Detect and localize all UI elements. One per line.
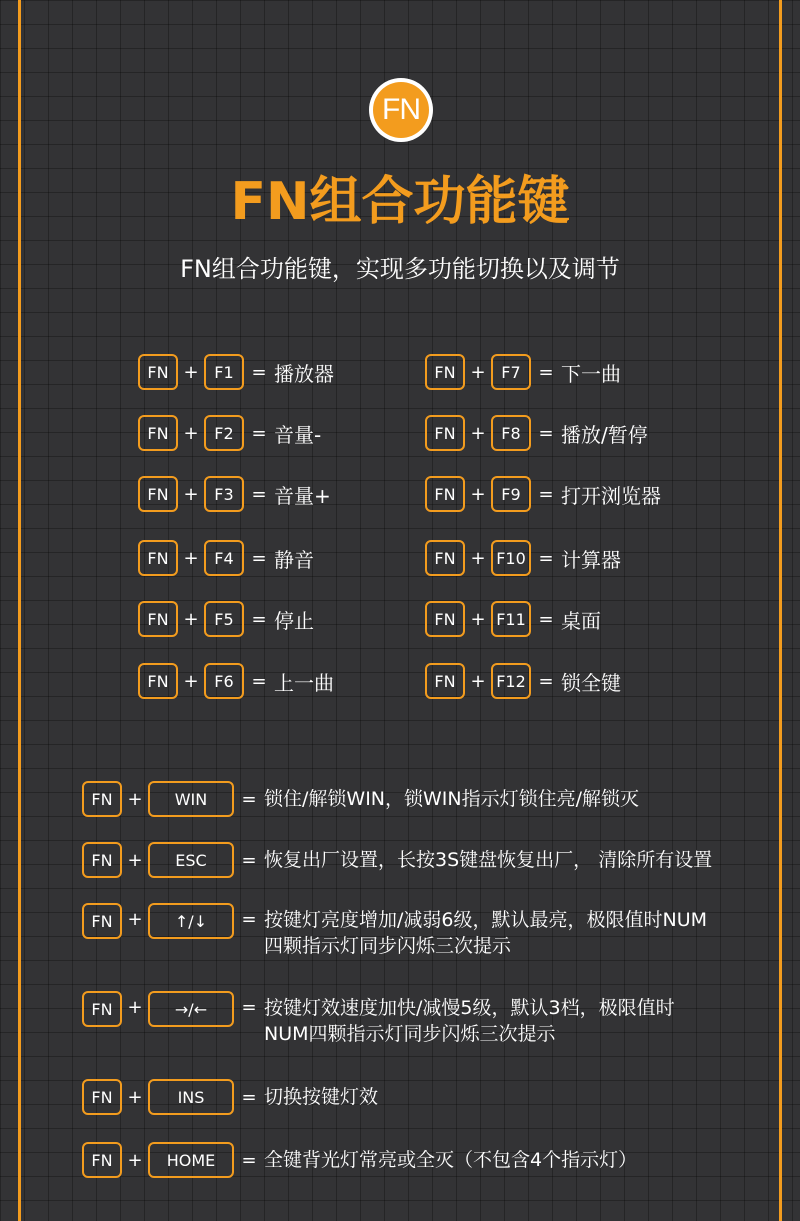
function-key: F9 [491,476,531,512]
shortcut-label: 播放器 [274,361,334,386]
fn-key: FN [82,1142,122,1178]
equals-sign: = [251,361,267,383]
fn-key: FN [138,663,178,699]
equals-sign: = [538,422,554,444]
combo-key: →/← [148,991,234,1027]
equals-sign: = [241,909,257,930]
equals-sign: = [241,1149,257,1171]
shortcut-row [425,601,601,637]
plus-sign: + [127,1149,143,1171]
shortcut-row [138,601,314,637]
shortcut-row [425,476,661,512]
shortcut-label: 打开浏览器 [561,483,661,508]
shortcut-row [138,540,314,576]
fn-key: FN [425,354,465,390]
logo-text: FN [382,93,420,126]
shortcut-row [138,354,334,390]
equals-sign: = [241,1086,257,1108]
fn-key: FN [138,601,178,637]
function-key: F10 [491,540,531,576]
plus-sign: + [470,483,486,505]
fn-key: FN [82,781,122,817]
fn-key: FN [425,476,465,512]
description-line: 四颗指示灯同步闪烁三次提示 [264,935,512,957]
fn-key: FN [82,903,122,939]
shortcut-row [425,663,621,699]
function-key: F1 [204,354,244,390]
combo-key: HOME [148,1142,234,1178]
shortcut-label: 上一曲 [274,670,334,695]
plus-sign: + [470,422,486,444]
shortcut-description: 锁住/解锁WIN，锁WIN指示灯锁住亮/解锁灭 [264,788,640,810]
shortcut-label: 锁全键 [561,670,621,695]
equals-sign: = [538,670,554,692]
equals-sign: = [538,361,554,383]
function-key: F7 [491,354,531,390]
equals-sign: = [251,422,267,444]
fn-key: FN [138,354,178,390]
shortcut-label: 下一曲 [561,361,621,386]
function-key: F12 [491,663,531,699]
equals-sign: = [251,483,267,505]
plus-sign: + [470,670,486,692]
description-line: NUM四颗指示灯同步闪烁三次提示 [264,1023,556,1045]
function-key: F3 [204,476,244,512]
shortcut-row [138,415,321,451]
fn-key: FN [425,540,465,576]
fn-key: FN [82,1079,122,1115]
shortcut-label: 播放/暂停 [561,422,648,447]
plus-sign: + [127,997,143,1018]
shortcut-description [264,995,675,1047]
shortcut-description: 全键背光灯常亮或全灭（不包含4个指示灯） [264,1149,638,1171]
special-shortcut-row [82,991,675,1047]
special-shortcut-row [82,842,712,878]
plus-sign: + [183,483,199,505]
plus-sign: + [183,608,199,630]
combo-key: ESC [148,842,234,878]
plus-sign: + [183,422,199,444]
plus-sign: + [470,547,486,569]
shortcut-description: 切换按键灯效 [264,1086,379,1108]
special-shortcut-row [82,1079,378,1115]
fn-key: FN [138,540,178,576]
shortcut-description [264,907,707,959]
description-line: 按键灯亮度增加/减弱6级，默认最亮，极限值时NUM [264,909,708,931]
shortcut-label: 音量- [274,422,322,447]
function-key: F6 [204,663,244,699]
combo-key: ↑/↓ [148,903,234,939]
special-shortcut-row [82,903,707,959]
plus-sign: + [127,1086,143,1108]
function-key: F4 [204,540,244,576]
shortcut-label: 桌面 [561,608,601,633]
fn-key: FN [138,415,178,451]
combo-key: INS [148,1079,234,1115]
shortcut-row [138,476,331,512]
plus-sign: + [127,788,143,810]
plus-sign: + [470,361,486,383]
function-key: F11 [491,601,531,637]
equals-sign: = [241,849,257,871]
special-shortcut-row [82,1142,637,1178]
shortcut-row [425,540,621,576]
combo-key: WIN [148,781,234,817]
function-key: F5 [204,601,244,637]
shortcut-label: 停止 [274,608,314,633]
shortcut-description: 恢复出厂设置，长按3S键盘恢复出厂， 清除所有设置 [264,849,713,871]
shortcut-label: 静音 [274,547,314,572]
plus-sign: + [127,849,143,871]
plus-sign: + [183,670,199,692]
shortcut-row [138,663,334,699]
fn-key: FN [82,842,122,878]
fn-key: FN [82,991,122,1027]
equals-sign: = [241,788,257,810]
description-line: 按键灯效速度加快/减慢5级，默认3档，极限值时 [264,997,675,1019]
fn-key: FN [425,415,465,451]
shortcut-row [425,354,621,390]
page-subtitle: FN组合功能键，实现多功能切换以及调节 [180,255,620,283]
function-key: F8 [491,415,531,451]
equals-sign: = [251,608,267,630]
plus-sign: + [183,361,199,383]
shortcut-row [425,415,648,451]
fn-key: FN [425,601,465,637]
equals-sign: = [251,547,267,569]
equals-sign: = [538,483,554,505]
shortcut-label: 计算器 [561,547,621,572]
equals-sign: = [241,997,257,1018]
shortcut-label: 音量+ [274,483,331,508]
equals-sign: = [538,608,554,630]
fn-key: FN [138,476,178,512]
special-shortcut-row [82,781,639,817]
fn-logo-icon [369,78,433,142]
equals-sign: = [251,670,267,692]
plus-sign: + [470,608,486,630]
function-key: F2 [204,415,244,451]
plus-sign: + [183,547,199,569]
page-title: FN组合功能键 [230,172,570,232]
plus-sign: + [127,909,143,930]
fn-key: FN [425,663,465,699]
equals-sign: = [538,547,554,569]
